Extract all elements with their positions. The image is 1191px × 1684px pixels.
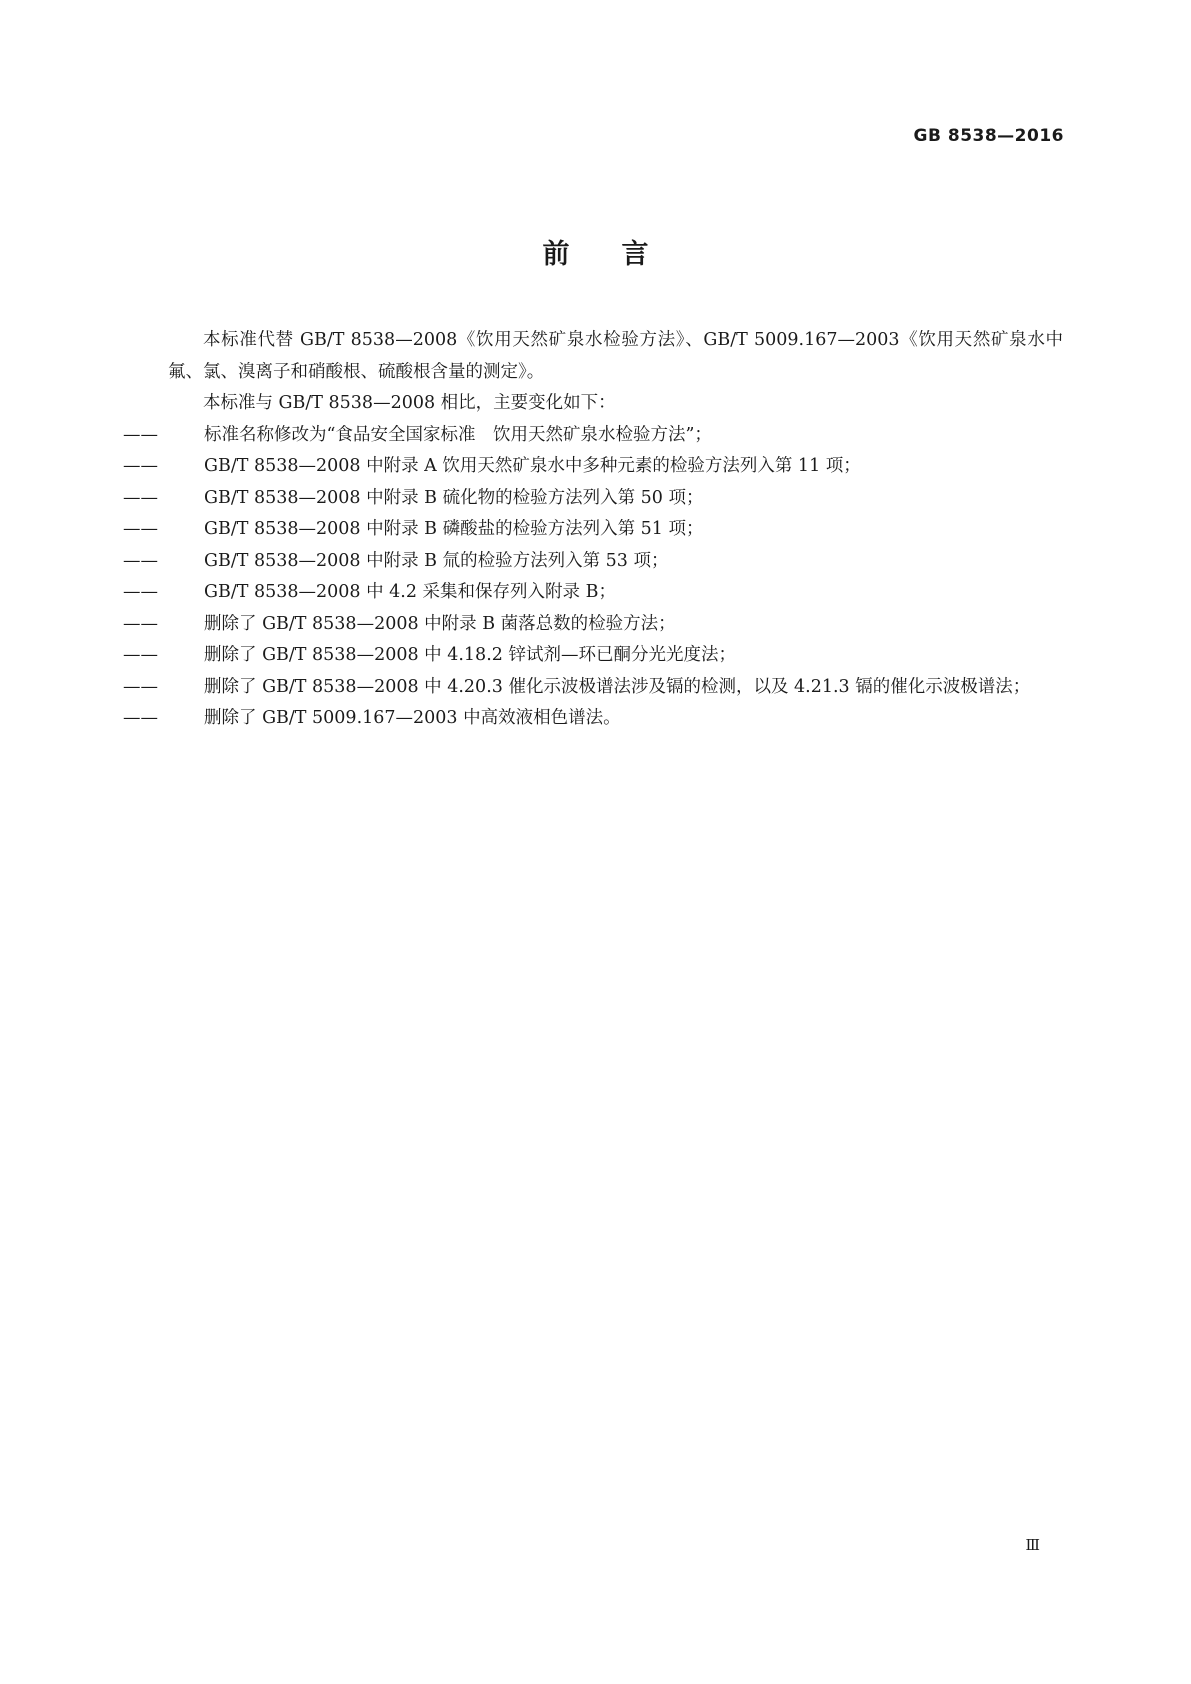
list-item-text: GB/T 8538—2008 中附录 A 饮用天然矿泉水中多种元素的检验方法列入第 11 项； — [204, 456, 861, 476]
list-item — [123, 514, 1063, 546]
list-item — [123, 577, 1063, 609]
page-title: 前言 — [542, 239, 701, 270]
list-item — [123, 451, 1063, 483]
dash-marker: —— — [123, 424, 158, 445]
list-item-text: 删除了 GB/T 5009.167—2003 中高效液相色谱法。 — [204, 708, 621, 728]
intro-paragraph: 本标准代替 GB/T 8538—2008《饮用天然矿泉水检验方法》、GB/T 5009.167—2003《饮用天然矿泉水中氟、氯、溴离子和硝酸根、硫酸根含量的测定》。 — [168, 330, 1063, 382]
list-item — [123, 640, 1063, 672]
dash-marker: —— — [123, 519, 158, 539]
foreword-body — [123, 325, 1063, 735]
list-item-text: GB/T 8538—2008 中 4.2 采集和保存列入附录 B； — [204, 582, 616, 602]
dash-marker: —— — [123, 645, 158, 665]
dash-marker: —— — [123, 456, 158, 476]
dash-marker: —— — [123, 487, 158, 508]
dash-marker: —— — [123, 582, 158, 602]
changes-intro-paragraph: 本标准与 GB/T 8538—2008 相比，主要变化如下： — [203, 393, 616, 413]
dash-marker: —— — [123, 613, 158, 634]
list-item — [123, 420, 1063, 452]
list-item-text: 删除了 GB/T 8538—2008 中附录 B 菌落总数的检验方法； — [204, 613, 676, 634]
list-item-text: 删除了 GB/T 8538—2008 中 4.18.2 锌试剂—环已酮分光光度法； — [204, 645, 736, 665]
page-number: Ⅲ — [1025, 1536, 1040, 1554]
dash-marker: —— — [123, 708, 158, 728]
list-item-text: GB/T 8538—2008 中附录 B 磷酸盐的检验方法列入第 51 项； — [204, 519, 704, 539]
list-item — [123, 609, 1063, 641]
list-item — [123, 672, 1063, 704]
list-item — [123, 546, 1063, 578]
list-item-text: 标准名称修改为“食品安全国家标准 饮用天然矿泉水检验方法”； — [204, 424, 712, 445]
dash-marker: —— — [123, 676, 158, 697]
list-item-text: GB/T 8538—2008 中附录 B 硫化物的检验方法列入第 50 项； — [204, 487, 704, 508]
list-item — [123, 483, 1063, 515]
list-item — [123, 703, 1063, 735]
list-item-text: 删除了 GB/T 8538—2008 中 4.20.3 催化示波极谱法涉及镉的检测，以及 4.21.3 镉的催化示波极谱法； — [204, 676, 1031, 697]
dash-marker: —— — [123, 550, 158, 571]
list-item-text: GB/T 8538—2008 中附录 B 氚的检验方法列入第 53 项； — [204, 550, 669, 571]
standard-code: GB 8538—2016 — [913, 126, 1064, 146]
